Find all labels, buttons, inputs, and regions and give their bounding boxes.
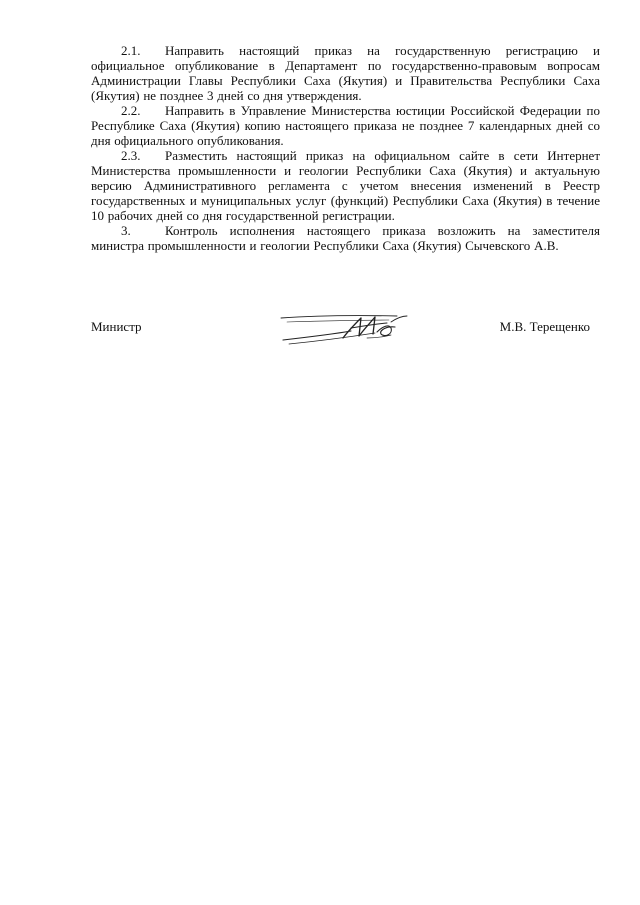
paragraph-text: Контроль исполнения настоящего приказа возложить на заместителя министра промышленности и геологии Республики Саха (Якутия) Сычевского А.В.	[91, 223, 600, 253]
paragraph-number: 3.	[121, 223, 131, 238]
paragraph-number: 2.1.	[121, 43, 141, 58]
paragraph-2-3	[91, 148, 600, 223]
paragraph-number: 2.2.	[121, 103, 141, 118]
paragraph-number: 2.3.	[121, 148, 141, 163]
paragraph-2-2	[91, 103, 600, 148]
paragraph-text: Направить настоящий приказ на государственную регистрацию и официальное опубликование в Департамент по государственно-правовым вопросам Администрации Главы Республики Саха (Якутия) и Правительства Республики Саха (Якутия) не позднее 3 дней со дня утверждения.	[91, 43, 600, 103]
signature-block	[91, 316, 600, 356]
signatory-title: Министр	[91, 319, 142, 334]
paragraph-text: Разместить настоящий приказ на официальном сайте в сети Интернет Министерства промышленности и геологии Республики Саха (Якутия) и актуальную версию Административного регламента с учетом внесения изменений в Реестр государственных и муниципальных услуг (функций) Республики Саха (Якутия) в течение 10 рабочих дней со дня государственной регистрации.	[91, 148, 600, 223]
signatory-name: М.В. Терещенко	[499, 319, 590, 334]
handwritten-signature	[279, 304, 429, 352]
paragraph-text: Направить в Управление Министерства юстиции Российской Федерации по Республике Саха (Якутия) копию настоящего приказа не позднее 7 календарных дней со дня официального опубликования.	[91, 103, 600, 148]
order-text	[91, 43, 600, 253]
paragraph-3	[91, 223, 600, 253]
paragraph-2-1	[91, 43, 600, 103]
